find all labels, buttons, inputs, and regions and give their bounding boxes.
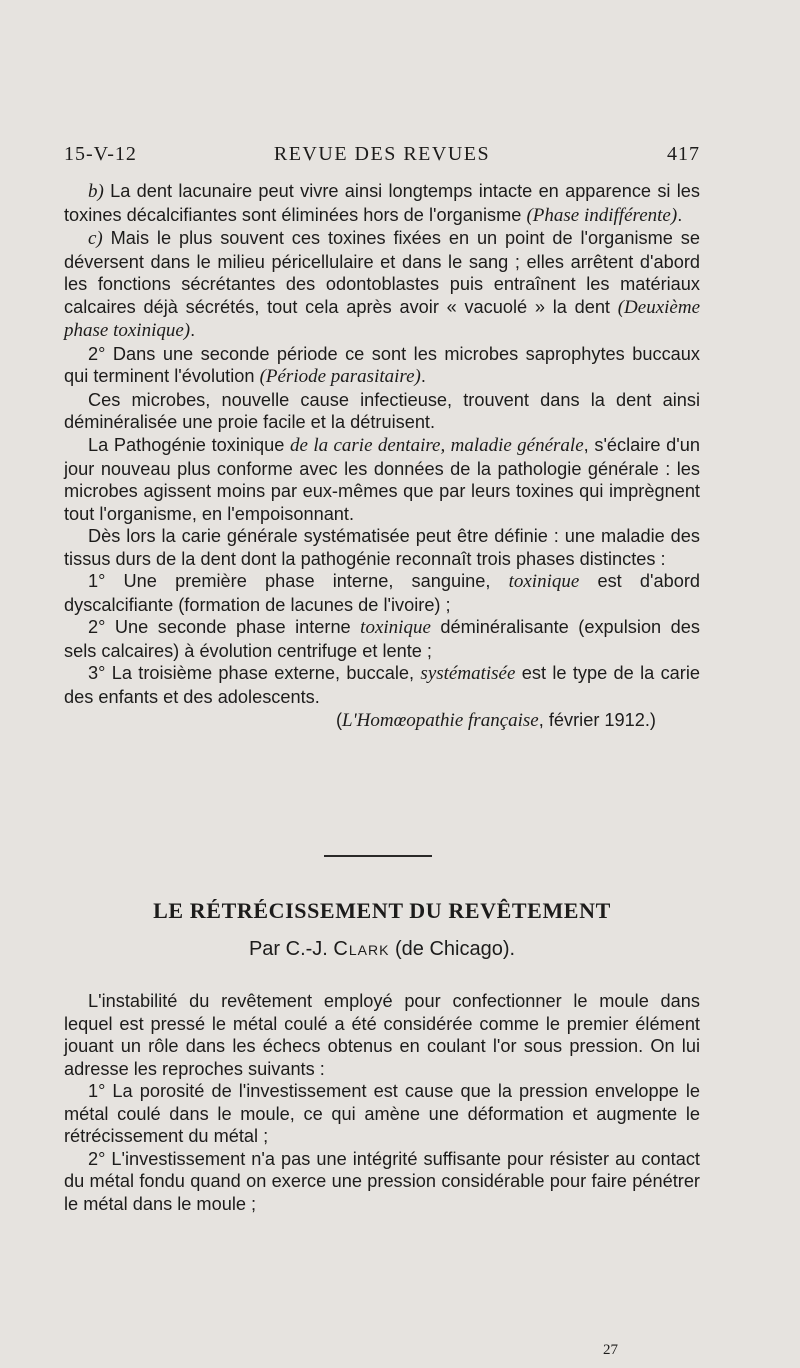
- paragraph: 3° La troisième phase externe, buccale, systématisée est le type de la carie des enfants et des adolescents.: [64, 663, 701, 708]
- source-citation: (L'Homœopathie française, février 1912.): [335, 709, 656, 731]
- running-header: [64, 143, 700, 171]
- section-divider: [324, 855, 432, 857]
- article-body: [64, 990, 700, 1215]
- article-byline: Par C.-J. Clark (de Chicago).: [248, 938, 516, 960]
- paragraph: b) La dent lacunaire peut vivre ainsi longtemps intacte en apparence si les toxines décalcifiantes sont éliminées hors de l'organisme (Phase indifférente).: [64, 181, 700, 226]
- signature-mark: 27: [603, 1342, 618, 1358]
- paragraph: c) Mais le plus souvent ces toxines fixées en un point de l'organisme se déversent dans le milieu péricellulaire et dans le sang ; elles arrêtent d'abord les fonctions sécrétantes des odontoblastes puis entraînent les matériaux calcaires déjà sécrétés, tout cela après avoir « vacuolé » la dent (Deuxième phase toxinique).: [64, 228, 700, 342]
- paragraph: 1° La porosité de l'investissement est cause que la pression enveloppe le métal coulé dans le moule, ce qui amène une déformation et augmente le rétrécissement du métal ;: [64, 1081, 700, 1147]
- continued-article-text: [64, 180, 700, 732]
- paragraph: La Pathogénie toxinique de la carie dentaire, maladie générale, s'éclaire d'un jour nouveau plus conforme avec les données de la pathologie générale : les microbes agissent moins par eux-mêmes que par leurs toxines qui imprègnent tout l'organisme, en l'empoisonnant.: [64, 435, 700, 524]
- paragraph: 2° Une seconde phase interne toxinique déminéralisante (expulsion des sels calcaires) à évolution centrifuge et lente ;: [64, 617, 700, 661]
- author-name: Clark: [333, 938, 390, 960]
- list-marker: c): [88, 228, 103, 250]
- page-number: 417: [667, 143, 700, 165]
- paragraph: 1° Une première phase interne, sanguine, toxinique est d'abord dyscalcifiante (formation de lacunes de l'ivoire) ;: [64, 571, 700, 615]
- paragraph: L'instabilité du revêtement employé pour confectionner le moule dans lequel est pressé le métal coulé a été considérée comme le premier élément jouant un rôle dans les échecs obtenus en coulant l'or sous pression. On lui adresse les reproches suivants :: [64, 991, 700, 1079]
- paragraph: 2° L'investissement n'a pas une intégrité suffisante pour résister au contact du métal fondu quand on exerce une pression considérable pour faire pénétrer le métal dans le moule ;: [64, 1148, 700, 1214]
- list-marker: b): [88, 181, 104, 202]
- paragraph: Ces microbes, nouvelle cause infectieuse, trouvent dans la dent ainsi déminéralisée une proie facile et la détruisent.: [64, 389, 700, 433]
- paragraph: Dès lors la carie générale systématisée peut être définie : une maladie des tissus durs de la dent dont la pathogénie reconnaît trois phases distinctes :: [64, 526, 700, 569]
- paragraph: 2° Dans une seconde période ce sont les microbes saprophytes buccaux qui terminent l'évolution (Période parasitaire).: [64, 343, 700, 388]
- header-journal-title: REVUE DES REVUES: [273, 143, 491, 165]
- header-date: 15-V-12: [64, 143, 137, 165]
- article-title: LE RÉTRÉCISSEMENT DU REVÊTEMENT: [153, 898, 611, 923]
